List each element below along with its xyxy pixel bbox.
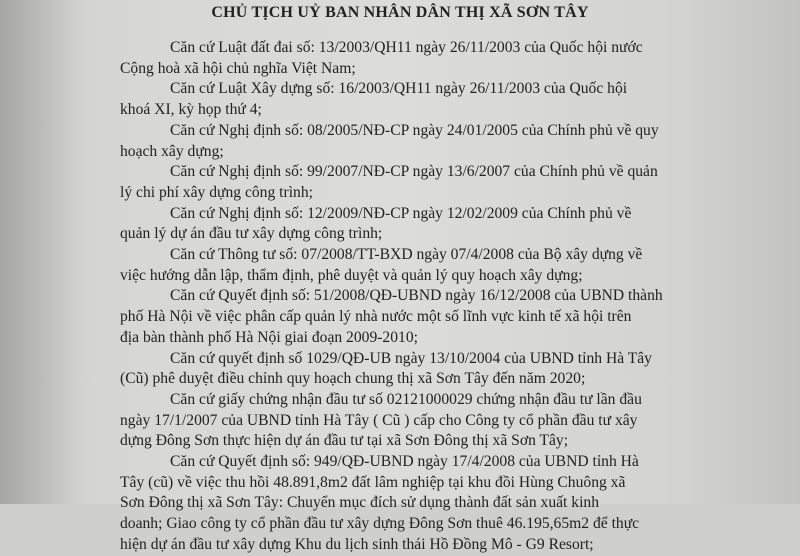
paragraph-line: Cộng hoà xã hội chủ nghĩa Việt Nam; xyxy=(120,59,356,77)
paragraph-line: dựng Đông Sơn thực hiện dự án đầu tư tại xã Sơn Đông thị xã Sơn Tây; xyxy=(120,432,569,450)
paragraph-line: phố Hà Nội về việc phân cấp quản lý nhà nước một số lĩnh vực kinh tế xã hội trên xyxy=(120,308,632,326)
legal-basis-paragraph xyxy=(120,162,700,203)
paragraph-line: việc hướng dẫn lập, thẩm định, phê duyệt và quản lý quy hoạch xây dựng; xyxy=(120,266,583,284)
legal-basis-paragraph xyxy=(120,452,700,556)
document-title: CHỦ TỊCH UỶ BAN NHÂN DÂN THỊ XÃ SƠN TÂY xyxy=(211,4,589,21)
paragraph-line: Căn cứ quyết định số 1029/QĐ-UB ngày 13/10/2004 của UBND tỉnh Hà Tây xyxy=(170,349,652,367)
paragraph-line: ngày 17/1/2007 của UBND tỉnh Hà Tây ( Cũ ) cấp cho Công ty cổ phần đầu tư xây xyxy=(120,411,638,429)
paragraph-line: Căn cứ Thông tư số: 07/2008/TT-BXD ngày 07/4/2008 của Bộ xây dựng về xyxy=(170,246,643,264)
page-shadow xyxy=(0,0,80,504)
paragraph-line: hoạch xây dựng; xyxy=(120,142,224,160)
paragraph-line: Căn cứ Nghị định số: 99/2007/NĐ-CP ngày 13/6/2007 của Chính phủ về quản xyxy=(170,163,658,181)
legal-basis-paragraph xyxy=(120,38,700,79)
paragraph-line: quản lý dự án đầu tư xây dựng công trình; xyxy=(120,225,383,243)
paragraph-line: Căn cứ Nghị định số: 08/2005/NĐ-CP ngày 24/01/2005 của Chính phủ về quy xyxy=(170,121,659,139)
paragraph-line: Căn cứ giấy chứng nhận đầu tư số 02121000029 chứng nhận đầu tư lần đầu xyxy=(170,390,642,408)
paragraph-line: doanh; Giao công ty cổ phần đầu tư xây dựng Đông Sơn thuê 46.195,65m2 để thực xyxy=(120,515,640,533)
legal-basis-paragraph xyxy=(120,204,700,245)
paragraph-line: Sơn Đông thị xã Sơn Tây: Chuyển mục đích sử dụng thành đất sản xuất kinh xyxy=(120,494,599,512)
paragraph-line: Tây (cũ) về việc thu hồi 48.891,8m2 đất lâm nghiệp tại khu đồi Hùng Chuông xã xyxy=(120,473,626,491)
legal-basis-paragraph xyxy=(120,390,700,452)
paragraph-line: Căn cứ Luật đất đai số: 13/2003/QH11 ngày 26/11/2003 của Quốc hội nước xyxy=(170,39,643,56)
paragraph-line: Căn cứ Quyết định số: 949/QĐ-UBND ngày 17/4/2008 của UBND tỉnh Hà xyxy=(170,453,639,471)
paragraph-line: khoá XI, kỳ họp thứ 4; xyxy=(120,101,262,119)
legal-basis-paragraph xyxy=(120,349,700,390)
document-body xyxy=(120,38,700,556)
legal-basis-paragraph xyxy=(120,245,700,286)
paragraph-line: lý chi phí xây dựng công trình; xyxy=(120,183,313,201)
legal-basis-paragraph xyxy=(120,79,700,120)
paragraph-line: Căn cứ Quyết định số: 51/2008/QĐ-UBND ngày 16/12/2008 của UBND thành xyxy=(170,287,663,305)
legal-basis-paragraph xyxy=(120,121,700,162)
paragraph-line: địa bàn thành phố Hà Nội giai đoạn 2009-2010; xyxy=(120,328,418,346)
paragraph-line: Căn cứ Nghị định số: 12/2009/NĐ-CP ngày 12/02/2009 của Chính phủ về xyxy=(170,204,632,222)
legal-basis-paragraph xyxy=(120,286,700,348)
paragraph-line: Căn cứ Luật Xây dựng số: 16/2003/QH11 ngày 26/11/2003 của Quốc hội xyxy=(170,80,628,98)
paragraph-line: hiện dự án đầu tư xây dựng Khu du lịch sinh thái Hồ Đồng Mô - G9 Resort; xyxy=(120,535,594,553)
paragraph-line: (Cũ) phê duyệt điều chỉnh quy hoạch chung thị xã Sơn Tây đến năm 2020; xyxy=(120,370,586,388)
